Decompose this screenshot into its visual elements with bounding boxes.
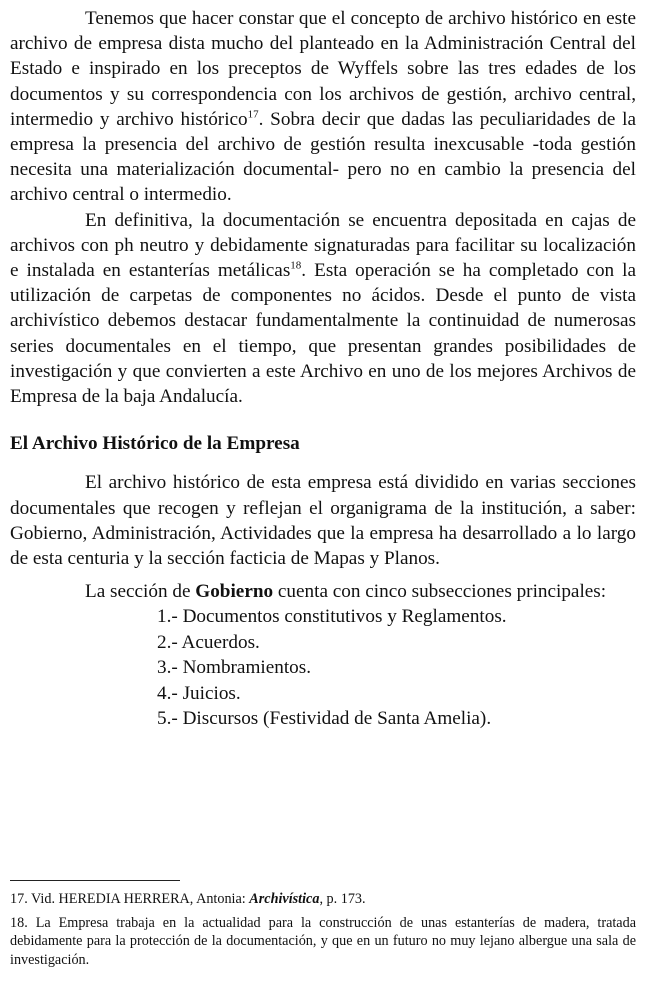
list-item: 5.- Discursos (Festividad de Santa Amelia).	[157, 708, 492, 730]
list-item: 2.- Acuerdos.	[157, 631, 260, 653]
paragraph-sections: El archivo histórico de esta empresa está dividido en varias secciones documentales que recogen y reflejan el organigrama de la institución, a saber: Gobierno, Administración, Actividades que la empresa ha desarrollado a lo largo de esta centuria y la sección facticia de Mapas y Planos.	[10, 472, 636, 570]
list-item: 1.- Documentos constitutivos y Reglamentos.	[157, 606, 507, 628]
footnote-ref-18: 18	[290, 259, 302, 272]
subsections-list	[10, 604, 636, 731]
document-page	[10, 6, 636, 732]
paragraph-gobierno-before: La sección de	[85, 581, 196, 603]
footnote-17-prefix: 17. Vid. HEREDIA HERRERA, Antonia:	[10, 891, 250, 907]
footnote-18: 18. La Empresa trabaja en la actualidad para la construcción de unas estanterías de madera, tratada debidamente para la protección de la documentación, y que en un futuro no muy lejano albergue una sala de investigación.	[10, 915, 636, 968]
paragraph-gobierno-after: cuenta con cinco subsecciones principales:	[273, 581, 607, 603]
footnote-ref-17: 17	[247, 108, 259, 121]
section-heading: El Archivo Histórico de la Empresa	[10, 433, 300, 455]
list-item: 4.- Juicios.	[157, 682, 241, 704]
footnote-17	[10, 890, 636, 908]
paragraph-archive-concept	[10, 6, 636, 208]
paragraph-storage-text-a: En definitiva, la documentación se encuentra depositada en cajas de archivos con ph neutro y debidamente signaturadas para facilitar su localización e instalada en estanterías metálicas	[10, 209, 636, 282]
paragraph-archive-concept-text-a: Tenemos que hacer constar que el concepto de archivo histórico en este archivo de empresa dista mucho del planteado en la Administración Central del Estado e inspirado en los preceptos de Wyffels sobre las tres edades de los documentos y su correspondencia con los archivos de gestión, archivo central, intermedio y archivo histórico	[10, 8, 636, 130]
paragraph-storage	[10, 208, 636, 410]
list-item: 3.- Nombramientos.	[157, 657, 312, 679]
paragraph-gobierno-bold: Gobierno	[195, 581, 274, 603]
footnotes	[10, 890, 636, 969]
footnote-17-title: Archivística	[249, 891, 320, 907]
footnote-17-suffix: , p. 173.	[319, 891, 366, 907]
paragraph-archive-concept-text-b: . Sobra decir que dadas las peculiaridades de la empresa la presencia del archivo de gestión resulta inexcusable -toda gestión necesita una materialización documental- pero no en cambio la presencia del archivo central o intermedio.	[10, 108, 636, 206]
footnote-divider	[10, 880, 180, 881]
paragraph-storage-text-b: . Esta operación se ha completado con la utilización de carpetas de componentes no ácidos. Desde el punto de vista archivístico debemos destacar fundamentalmente la continuidad de numerosas series documentales en el tiempo, que presentan grandes posibilidades de investigación y que convierten a este Archivo en uno de los mejores Archivos de Empresa de la baja Andalucía.	[10, 260, 636, 408]
paragraph-gobierno	[10, 579, 636, 604]
